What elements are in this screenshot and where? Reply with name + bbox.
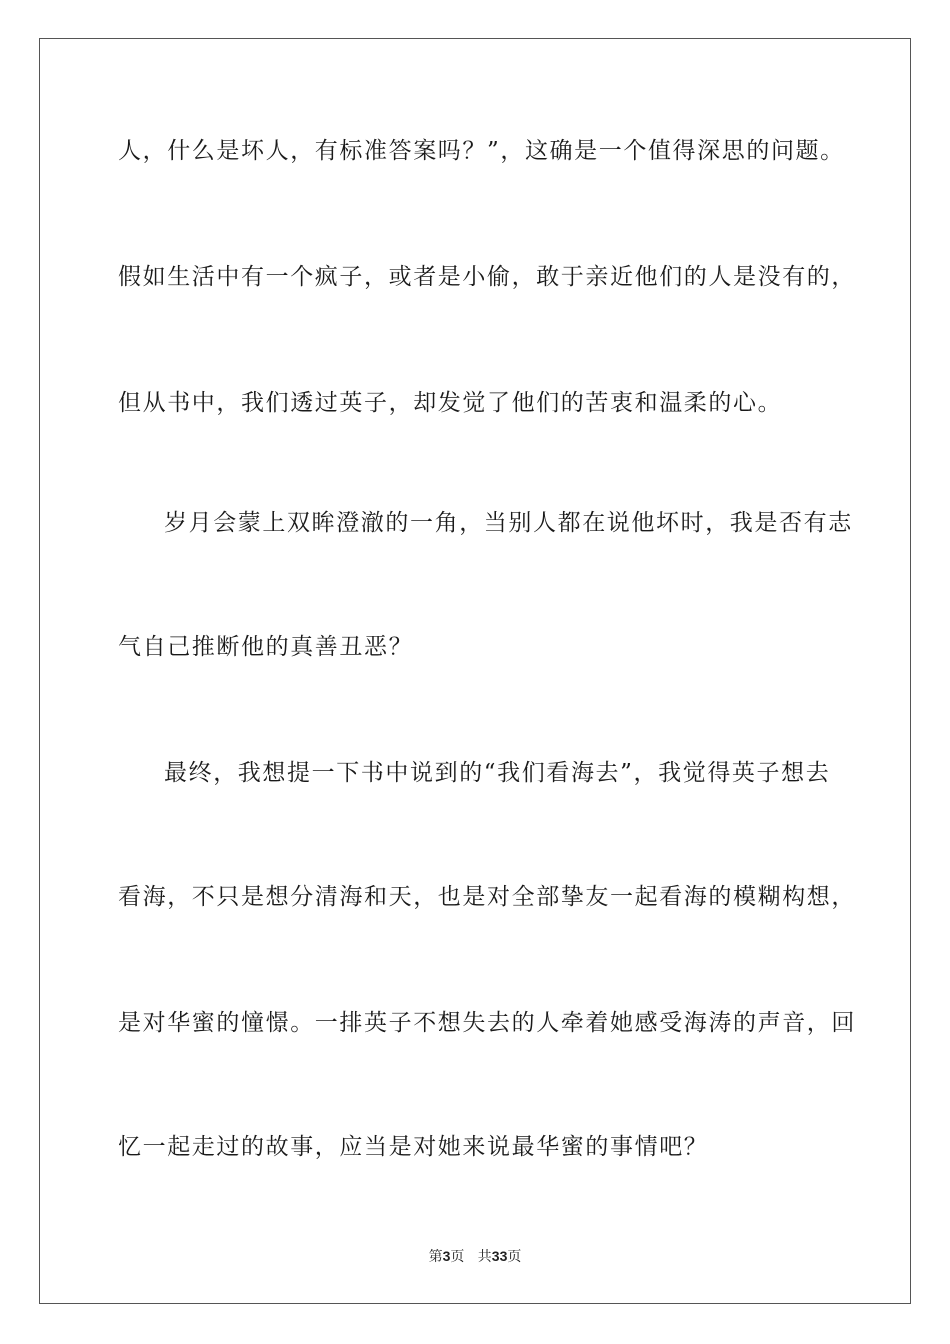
page-footer <box>0 1247 950 1266</box>
text-line-9: 忆一起走过的故事，应当是对她来说最华蜜的事情吧？ <box>118 1134 709 1160</box>
total-prefix: 共 <box>477 1249 492 1265</box>
text-line-4: 岁月会蒙上双眸澄澈的一角，当别人都在说他坏时，我是否有志 <box>164 510 853 536</box>
total-pages: 33 <box>491 1248 508 1264</box>
text-line-6: 最终，我想提一下书中说到的“我们看海去”，我觉得英子想去 <box>164 760 831 786</box>
text-line-3: 但从书中，我们透过英子，却发觉了他们的苦衷和温柔的心。 <box>118 390 783 416</box>
page-prefix: 第 <box>428 1249 443 1265</box>
page-suffix: 页 <box>450 1249 465 1265</box>
text-line-1: 人，什么是坏人，有标准答案吗？”，这确是一个值得深思的问题。 <box>118 138 845 164</box>
total-suffix: 页 <box>507 1249 522 1265</box>
text-line-2: 假如生活中有一个疯子，或者是小偷，敢于亲近他们的人是没有的， <box>118 264 856 290</box>
page-number: 3 <box>442 1248 451 1264</box>
text-line-8: 是对华蜜的憧憬。一排英子不想失去的人牵着她感受海涛的声音，回 <box>118 1010 856 1036</box>
text-line-5: 气自己推断他的真善丑恶？ <box>118 634 414 660</box>
text-line-7: 看海，不只是想分清海和天，也是对全部挚友一起看海的模糊构想， <box>118 884 856 910</box>
page-border <box>39 38 911 1304</box>
